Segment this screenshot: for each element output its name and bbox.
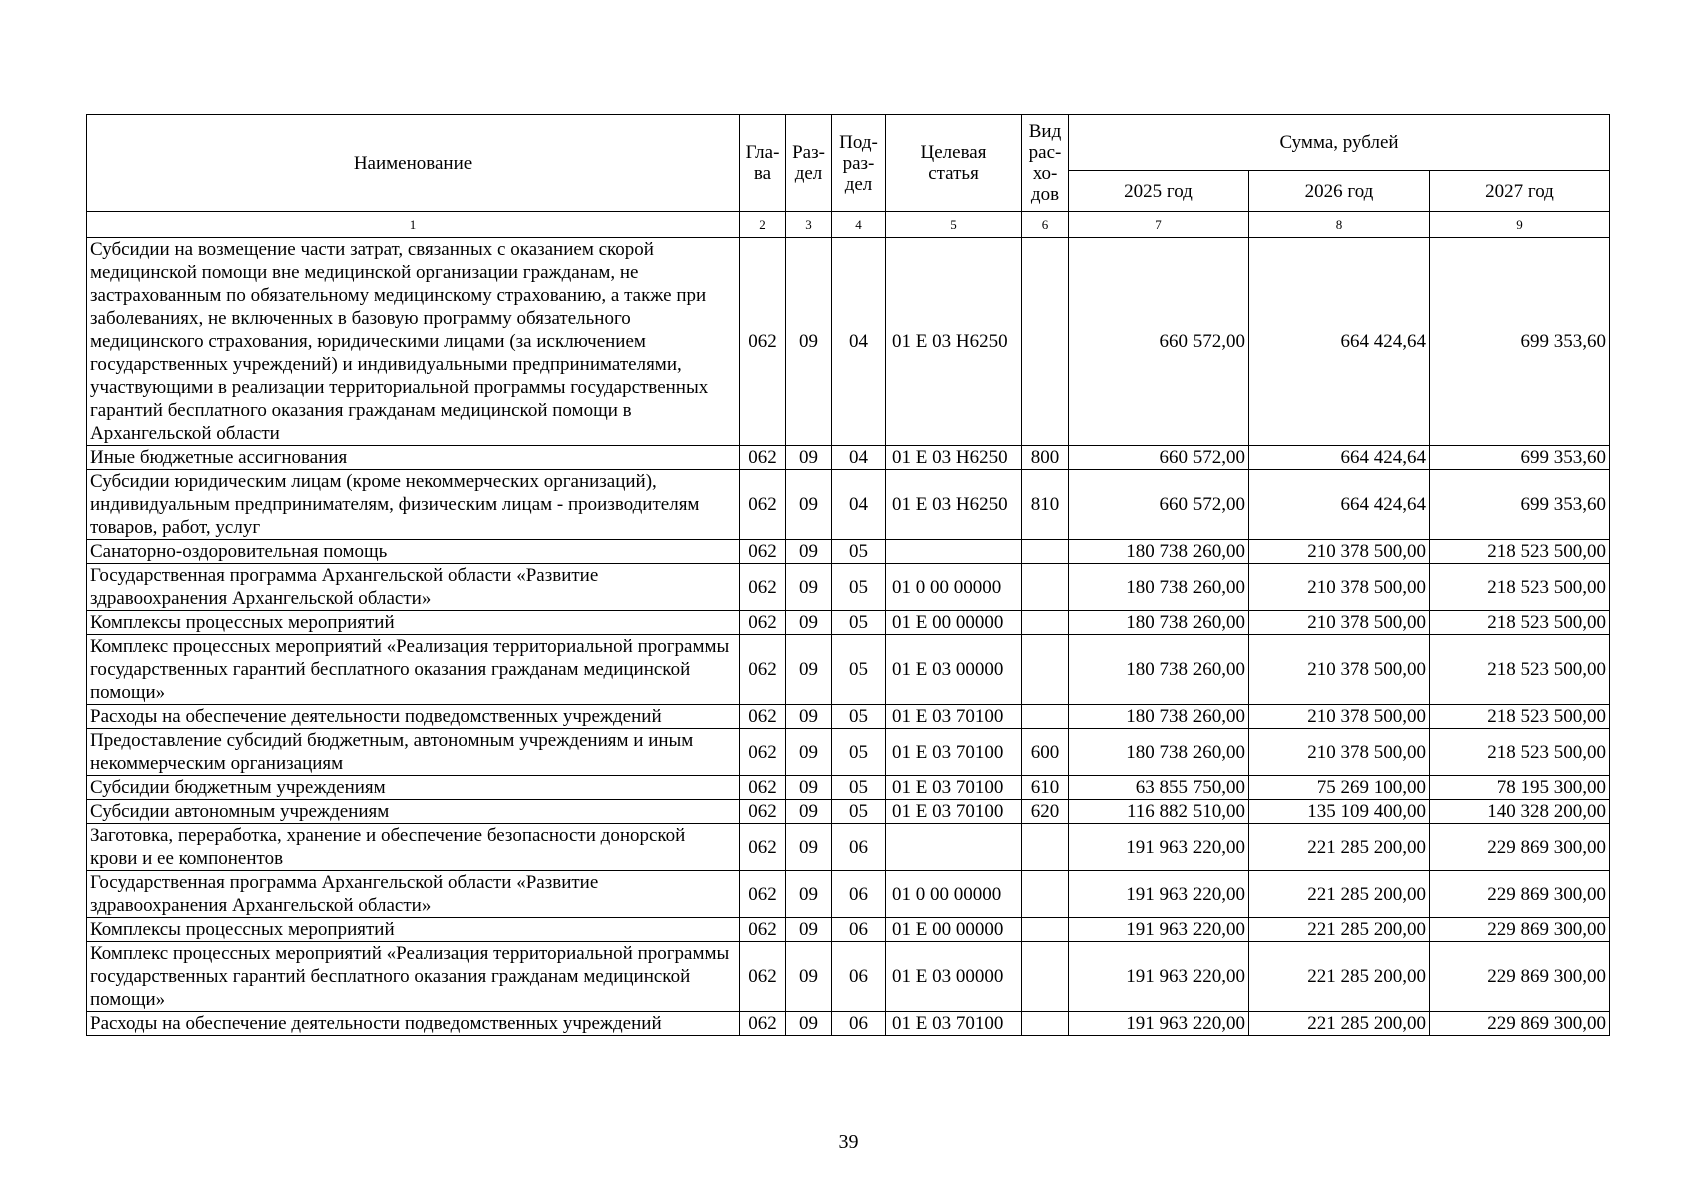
row-sum-2027: 229 869 300,00: [1430, 942, 1610, 1012]
table-row: [87, 871, 1610, 918]
row-sum-2027: 218 523 500,00: [1430, 564, 1610, 611]
row-sum-2027: 218 523 500,00: [1430, 611, 1610, 635]
row-sum-2025: 180 738 260,00: [1069, 611, 1249, 635]
row-sum-2026: 135 109 400,00: [1249, 800, 1430, 824]
row-section: 09: [786, 729, 832, 776]
row-name: Комплексы процессных мероприятий: [87, 611, 740, 635]
row-name: Комплекс процессных мероприятий «Реализация территориальной программы государственных гарантий бесплатного оказания гражданам медицинской помощи»: [87, 635, 740, 705]
table-row: [87, 564, 1610, 611]
row-name: Расходы на обеспечение деятельности подведомственных учреждений: [87, 1012, 740, 1036]
row-subsection: 05: [832, 705, 886, 729]
table-body: [87, 212, 1610, 1036]
row-sum-2026: 664 424,64: [1249, 446, 1430, 470]
header-expense-type: Вид рас- хо- дов: [1022, 115, 1069, 212]
row-sum-2025: 191 963 220,00: [1069, 871, 1249, 918]
row-section: 09: [786, 238, 832, 446]
row-subsection: 06: [832, 918, 886, 942]
row-expense-type: 620: [1022, 800, 1069, 824]
row-subsection: 05: [832, 800, 886, 824]
header-target-article: Целевая статья: [886, 115, 1022, 212]
table-row: [87, 942, 1610, 1012]
row-sum-2025: 191 963 220,00: [1069, 942, 1249, 1012]
column-number: 4: [832, 212, 886, 238]
row-expense-type: [1022, 540, 1069, 564]
table-row: [87, 611, 1610, 635]
column-number: 2: [740, 212, 786, 238]
row-name: Расходы на обеспечение деятельности подведомственных учреждений: [87, 705, 740, 729]
row-sum-2027: 699 353,60: [1430, 470, 1610, 540]
table-row: [87, 776, 1610, 800]
table-row: [87, 705, 1610, 729]
row-chapter: 062: [740, 824, 786, 871]
row-sum-2025: 180 738 260,00: [1069, 635, 1249, 705]
row-expense-type: 800: [1022, 446, 1069, 470]
header-name: Наименование: [87, 115, 740, 212]
row-expense-type: [1022, 705, 1069, 729]
row-target-article: 01 Е 00 00000: [886, 611, 1022, 635]
row-target-article: 01 Е 03 70100: [886, 729, 1022, 776]
row-chapter: 062: [740, 611, 786, 635]
row-sum-2025: 191 963 220,00: [1069, 1012, 1249, 1036]
row-target-article: 01 Е 03 70100: [886, 1012, 1022, 1036]
row-section: 09: [786, 942, 832, 1012]
row-expense-type: [1022, 871, 1069, 918]
row-section: 09: [786, 470, 832, 540]
row-target-article: 01 Е 03 Н6250: [886, 470, 1022, 540]
row-subsection: 04: [832, 470, 886, 540]
row-section: 09: [786, 824, 832, 871]
row-expense-type: 610: [1022, 776, 1069, 800]
row-sum-2025: 660 572,00: [1069, 238, 1249, 446]
column-number: 3: [786, 212, 832, 238]
row-chapter: 062: [740, 238, 786, 446]
row-expense-type: [1022, 918, 1069, 942]
row-chapter: 062: [740, 470, 786, 540]
row-chapter: 062: [740, 871, 786, 918]
row-section: 09: [786, 776, 832, 800]
row-subsection: 04: [832, 238, 886, 446]
row-sum-2025: 180 738 260,00: [1069, 540, 1249, 564]
row-expense-type: [1022, 564, 1069, 611]
row-target-article: 01 Е 03 70100: [886, 800, 1022, 824]
row-subsection: 05: [832, 564, 886, 611]
row-chapter: 062: [740, 705, 786, 729]
row-target-article: 01 0 00 00000: [886, 871, 1022, 918]
row-sum-2027: 218 523 500,00: [1430, 729, 1610, 776]
row-name: Комплексы процессных мероприятий: [87, 918, 740, 942]
row-chapter: 062: [740, 540, 786, 564]
row-sum-2027: 218 523 500,00: [1430, 635, 1610, 705]
row-target-article: 01 Е 00 00000: [886, 918, 1022, 942]
row-target-article: [886, 540, 1022, 564]
row-subsection: 06: [832, 1012, 886, 1036]
row-target-article: 01 Е 03 Н6250: [886, 238, 1022, 446]
row-sum-2027: 78 195 300,00: [1430, 776, 1610, 800]
row-name: Субсидии юридическим лицам (кроме некоммерческих организаций), индивидуальным предпринимателям, физическим лицам - производителям товаров, работ, услуг: [87, 470, 740, 540]
table-row: [87, 446, 1610, 470]
row-sum-2027: 229 869 300,00: [1430, 824, 1610, 871]
header-year-2027: 2027 год: [1430, 171, 1610, 212]
row-subsection: 05: [832, 776, 886, 800]
row-section: 09: [786, 611, 832, 635]
row-chapter: 062: [740, 446, 786, 470]
row-target-article: [886, 824, 1022, 871]
row-expense-type: [1022, 824, 1069, 871]
row-chapter: 062: [740, 729, 786, 776]
row-sum-2027: 699 353,60: [1430, 238, 1610, 446]
row-sum-2025: 660 572,00: [1069, 446, 1249, 470]
row-expense-type: 810: [1022, 470, 1069, 540]
row-chapter: 062: [740, 800, 786, 824]
row-section: 09: [786, 540, 832, 564]
row-chapter: 062: [740, 635, 786, 705]
row-section: 09: [786, 1012, 832, 1036]
row-name: Комплекс процессных мероприятий «Реализация территориальной программы государственных гарантий бесплатного оказания гражданам медицинской помощи»: [87, 942, 740, 1012]
row-sum-2025: 180 738 260,00: [1069, 729, 1249, 776]
row-sum-2025: 180 738 260,00: [1069, 705, 1249, 729]
row-sum-2025: 63 855 750,00: [1069, 776, 1249, 800]
row-name: Государственная программа Архангельской области «Развитие здравоохранения Архангельской области»: [87, 564, 740, 611]
row-subsection: 05: [832, 611, 886, 635]
row-expense-type: [1022, 238, 1069, 446]
row-subsection: 05: [832, 729, 886, 776]
budget-table: [86, 114, 1610, 1036]
table-row: [87, 238, 1610, 446]
row-sum-2027: 229 869 300,00: [1430, 1012, 1610, 1036]
header-year-2026: 2026 год: [1249, 171, 1430, 212]
row-chapter: 062: [740, 564, 786, 611]
row-sum-2025: 660 572,00: [1069, 470, 1249, 540]
row-expense-type: [1022, 611, 1069, 635]
row-name: Иные бюджетные ассигнования: [87, 446, 740, 470]
row-chapter: 062: [740, 776, 786, 800]
row-name: Субсидии на возмещение части затрат, связанных с оказанием скорой медицинской помощи вне медицинской организации гражданам, не застрахованным по обязательному медицинскому страхованию, а также при заболеваниях, не включенных в базовую программу обязательного медицинского страхования, юридическими лицами (за исключением государственных учреждений) и индивидуальными предпринимателями, участвующими в реализации территориальной программы государственных гарантий бесплатного оказания гражданам медицинской помощи в Архангельской области: [87, 238, 740, 446]
row-sum-2027: 218 523 500,00: [1430, 705, 1610, 729]
row-sum-2026: 210 378 500,00: [1249, 635, 1430, 705]
table-row: [87, 540, 1610, 564]
row-target-article: 01 Е 03 70100: [886, 776, 1022, 800]
row-sum-2026: 221 285 200,00: [1249, 918, 1430, 942]
header-subsection: Под- раз- дел: [832, 115, 886, 212]
row-name: Заготовка, переработка, хранение и обеспечение безопасности донорской крови и ее компонентов: [87, 824, 740, 871]
row-sum-2026: 210 378 500,00: [1249, 729, 1430, 776]
row-section: 09: [786, 800, 832, 824]
row-sum-2026: 75 269 100,00: [1249, 776, 1430, 800]
row-target-article: 01 Е 03 70100: [886, 705, 1022, 729]
row-sum-2027: 699 353,60: [1430, 446, 1610, 470]
table-row: [87, 1012, 1610, 1036]
row-section: 09: [786, 705, 832, 729]
row-name: Предоставление субсидий бюджетным, автономным учреждениям и иным некоммерческим организациям: [87, 729, 740, 776]
row-subsection: 06: [832, 942, 886, 1012]
row-sum-2025: 116 882 510,00: [1069, 800, 1249, 824]
table-row: [87, 470, 1610, 540]
row-subsection: 05: [832, 540, 886, 564]
row-sum-2026: 210 378 500,00: [1249, 611, 1430, 635]
row-name: Государственная программа Архангельской области «Развитие здравоохранения Архангельской области»: [87, 871, 740, 918]
column-number-row: [87, 212, 1610, 238]
row-expense-type: 600: [1022, 729, 1069, 776]
row-subsection: 04: [832, 446, 886, 470]
column-number: 7: [1069, 212, 1249, 238]
column-number: 1: [87, 212, 740, 238]
row-section: 09: [786, 918, 832, 942]
row-section: 09: [786, 446, 832, 470]
row-sum-2026: 221 285 200,00: [1249, 942, 1430, 1012]
row-sum-2026: 221 285 200,00: [1249, 824, 1430, 871]
row-subsection: 05: [832, 635, 886, 705]
table-row: [87, 918, 1610, 942]
row-sum-2026: 221 285 200,00: [1249, 1012, 1430, 1036]
row-sum-2026: 221 285 200,00: [1249, 871, 1430, 918]
row-sum-2025: 180 738 260,00: [1069, 564, 1249, 611]
row-chapter: 062: [740, 942, 786, 1012]
row-sum-2025: 191 963 220,00: [1069, 824, 1249, 871]
header-section: Раз- дел: [786, 115, 832, 212]
page-number: 39: [838, 1131, 859, 1153]
row-sum-2027: 229 869 300,00: [1430, 918, 1610, 942]
row-name: Субсидии бюджетным учреждениям: [87, 776, 740, 800]
header-sum: Сумма, рублей: [1069, 115, 1610, 171]
row-target-article: 01 Е 03 00000: [886, 942, 1022, 1012]
column-number: 9: [1430, 212, 1610, 238]
row-sum-2027: 229 869 300,00: [1430, 871, 1610, 918]
row-expense-type: [1022, 635, 1069, 705]
row-sum-2026: 210 378 500,00: [1249, 705, 1430, 729]
row-sum-2027: 140 328 200,00: [1430, 800, 1610, 824]
column-number: 5: [886, 212, 1022, 238]
table-row: [87, 824, 1610, 871]
row-target-article: 01 Е 03 00000: [886, 635, 1022, 705]
table-row: [87, 729, 1610, 776]
row-sum-2026: 210 378 500,00: [1249, 540, 1430, 564]
row-target-article: 01 Е 03 Н6250: [886, 446, 1022, 470]
row-sum-2025: 191 963 220,00: [1069, 918, 1249, 942]
column-number: 6: [1022, 212, 1069, 238]
row-sum-2026: 664 424,64: [1249, 470, 1430, 540]
row-chapter: 062: [740, 918, 786, 942]
column-number: 8: [1249, 212, 1430, 238]
row-chapter: 062: [740, 1012, 786, 1036]
table-row: [87, 635, 1610, 705]
header-year-2025: 2025 год: [1069, 171, 1249, 212]
row-subsection: 06: [832, 871, 886, 918]
row-section: 09: [786, 635, 832, 705]
row-expense-type: [1022, 942, 1069, 1012]
row-target-article: 01 0 00 00000: [886, 564, 1022, 611]
row-section: 09: [786, 564, 832, 611]
row-section: 09: [786, 871, 832, 918]
table-row: [87, 800, 1610, 824]
row-name: Субсидии автономным учреждениям: [87, 800, 740, 824]
row-sum-2026: 210 378 500,00: [1249, 564, 1430, 611]
row-sum-2026: 664 424,64: [1249, 238, 1430, 446]
row-subsection: 06: [832, 824, 886, 871]
row-sum-2027: 218 523 500,00: [1430, 540, 1610, 564]
header-chapter: Гла- ва: [740, 115, 786, 212]
row-expense-type: [1022, 1012, 1069, 1036]
row-name: Санаторно-оздоровительная помощь: [87, 540, 740, 564]
